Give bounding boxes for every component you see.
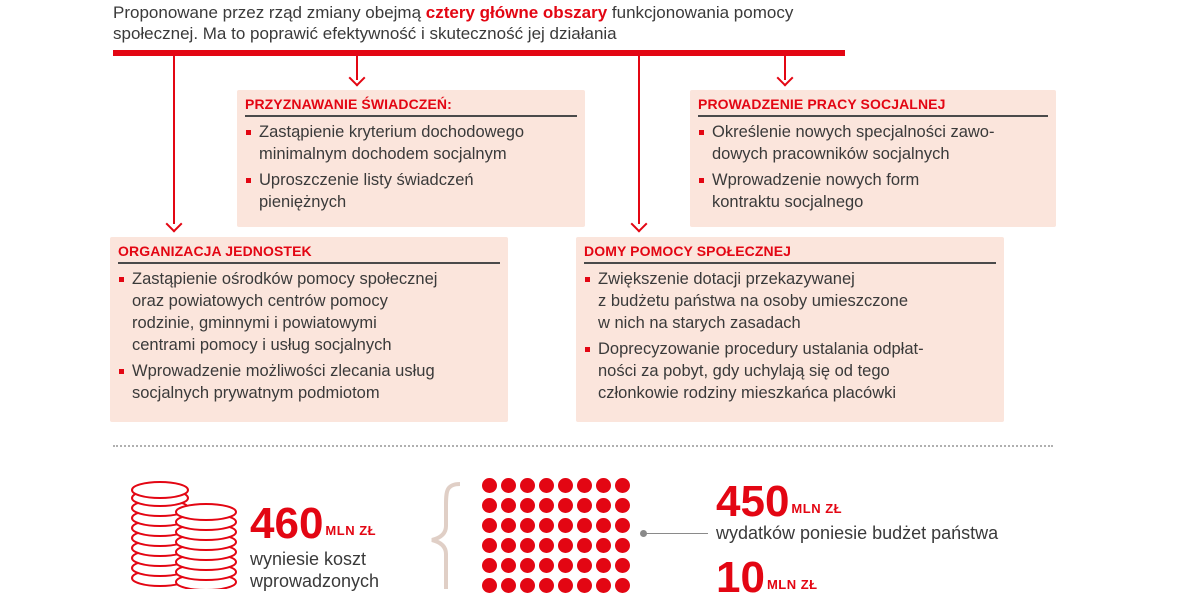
intro-part2: funkcjonowania pomocy społecznej. Ma to poprawić efektywność i skuteczność jej działania [113, 3, 794, 43]
stat-total-text1: wyniesie koszt [250, 549, 367, 569]
grid-dot [577, 578, 592, 593]
grid-dot [558, 498, 573, 513]
grid-dot [520, 518, 535, 533]
grid-dot [596, 578, 611, 593]
arrow-line-organizacja [173, 56, 175, 224]
grid-dot [615, 538, 630, 553]
box-przyznawanie-swiadczen [237, 90, 585, 227]
grid-dot [558, 558, 573, 573]
grid-dot [539, 518, 554, 533]
dot-grid [482, 478, 642, 598]
intro-highlight: cztery główne obszary [425, 3, 608, 22]
grid-dot [558, 578, 573, 593]
stat-unit: MLN ZŁ [791, 501, 843, 516]
grid-dot [577, 518, 592, 533]
grid-dot [501, 478, 516, 493]
list-item: Zwiększenie dotacji przekazywanej z budżetu państwa na osoby umieszczone w nich na starych zasadach [584, 268, 996, 334]
grid-dot [520, 578, 535, 593]
intro-part1: Proponowane przez rząd zmiany obejmą [113, 3, 426, 22]
box-title: ORGANIZACJA JEDNOSTEK [118, 243, 500, 264]
arrow-down-icon [166, 216, 183, 233]
grid-dot [558, 478, 573, 493]
grid-dot [501, 498, 516, 513]
box-domy-pomocy-spolecznej [576, 237, 1004, 422]
box-prowadzenie-pracy-socjalnej [690, 90, 1056, 227]
arrow-down-icon [777, 70, 794, 87]
coins-icon [126, 478, 244, 589]
grid-dot [539, 498, 554, 513]
grid-dot [539, 478, 554, 493]
stat-unit: MLN ZŁ [325, 523, 377, 538]
stat-budget-text: wydatków poniesie budżet państwa [716, 523, 999, 543]
grid-dot [520, 538, 535, 553]
grid-dot [520, 498, 535, 513]
grid-dot [615, 478, 630, 493]
connector-line [646, 533, 708, 534]
grid-dot [596, 538, 611, 553]
grid-dot [501, 578, 516, 593]
grid-dot [577, 478, 592, 493]
connector-dot [640, 530, 647, 537]
grid-dot [615, 578, 630, 593]
grid-dot [596, 558, 611, 573]
stat-other-value [716, 553, 818, 607]
grid-dot [539, 578, 554, 593]
stat-total-value [250, 499, 377, 553]
grid-dot [482, 478, 497, 493]
grid-dot [482, 538, 497, 553]
arrow-line-domy [638, 56, 640, 224]
grid-dot [558, 538, 573, 553]
list-item: Wprowadzenie możliwości zlecania usług socjalnych prywatnym podmiotom [118, 360, 500, 404]
list-item: Określenie nowych specjalności zawo- dowych pracowników socjalnych [698, 121, 1048, 165]
grid-dot [577, 498, 592, 513]
box-title: PROWADZENIE PRACY SOCJALNEJ [698, 96, 1048, 117]
arrow-down-icon [349, 70, 366, 87]
list-item: Doprecyzowanie procedury ustalania odpłat- ności za pobyt, gdy uchylają się od tego członkowie rodziny mieszkańca placówki [584, 338, 996, 404]
grid-dot [501, 538, 516, 553]
grid-dot [577, 538, 592, 553]
brace-icon [428, 482, 464, 589]
list-item: Wprowadzenie nowych form kontraktu socjalnego [698, 169, 1048, 213]
intro-text [113, 2, 873, 44]
stat-unit: MLN ZŁ [766, 577, 818, 592]
stat-number: 450 [716, 477, 790, 526]
box-title: DOMY POMOCY SPOŁECZNEJ [584, 243, 996, 264]
grid-dot [482, 498, 497, 513]
grid-dot [482, 578, 497, 593]
grid-dot [520, 478, 535, 493]
grid-dot [615, 498, 630, 513]
grid-dot [577, 558, 592, 573]
arrow-down-icon [631, 216, 648, 233]
grid-dot [539, 558, 554, 573]
grid-dot [501, 558, 516, 573]
box-organizacja-jednostek [110, 237, 508, 422]
stat-number: 10 [716, 553, 765, 602]
list-item: Zastąpienie kryterium dochodowego minimalnym dochodem socjalnym [245, 121, 577, 165]
grid-dot [482, 558, 497, 573]
grid-dot [539, 538, 554, 553]
dotted-separator [113, 445, 1053, 447]
grid-dot [558, 518, 573, 533]
grid-dot [520, 558, 535, 573]
box-title: PRZYZNAWANIE ŚWIADCZEŃ: [245, 96, 577, 117]
header-bar [113, 50, 845, 56]
grid-dot [596, 498, 611, 513]
grid-dot [615, 558, 630, 573]
stat-number: 460 [250, 499, 324, 548]
list-item: Zastąpienie ośrodków pomocy społecznej oraz powiatowych centrów pomocy rodzinie, gminnymi i powiatowymi centrami pomocy i usług socjalnych [118, 268, 500, 356]
stat-total-text2: wprowadzonych [250, 571, 380, 591]
grid-dot [501, 518, 516, 533]
grid-dot [615, 518, 630, 533]
grid-dot [596, 518, 611, 533]
grid-dot [596, 478, 611, 493]
grid-dot [482, 518, 497, 533]
list-item: Uproszczenie listy świadczeń pieniężnych [245, 169, 577, 213]
